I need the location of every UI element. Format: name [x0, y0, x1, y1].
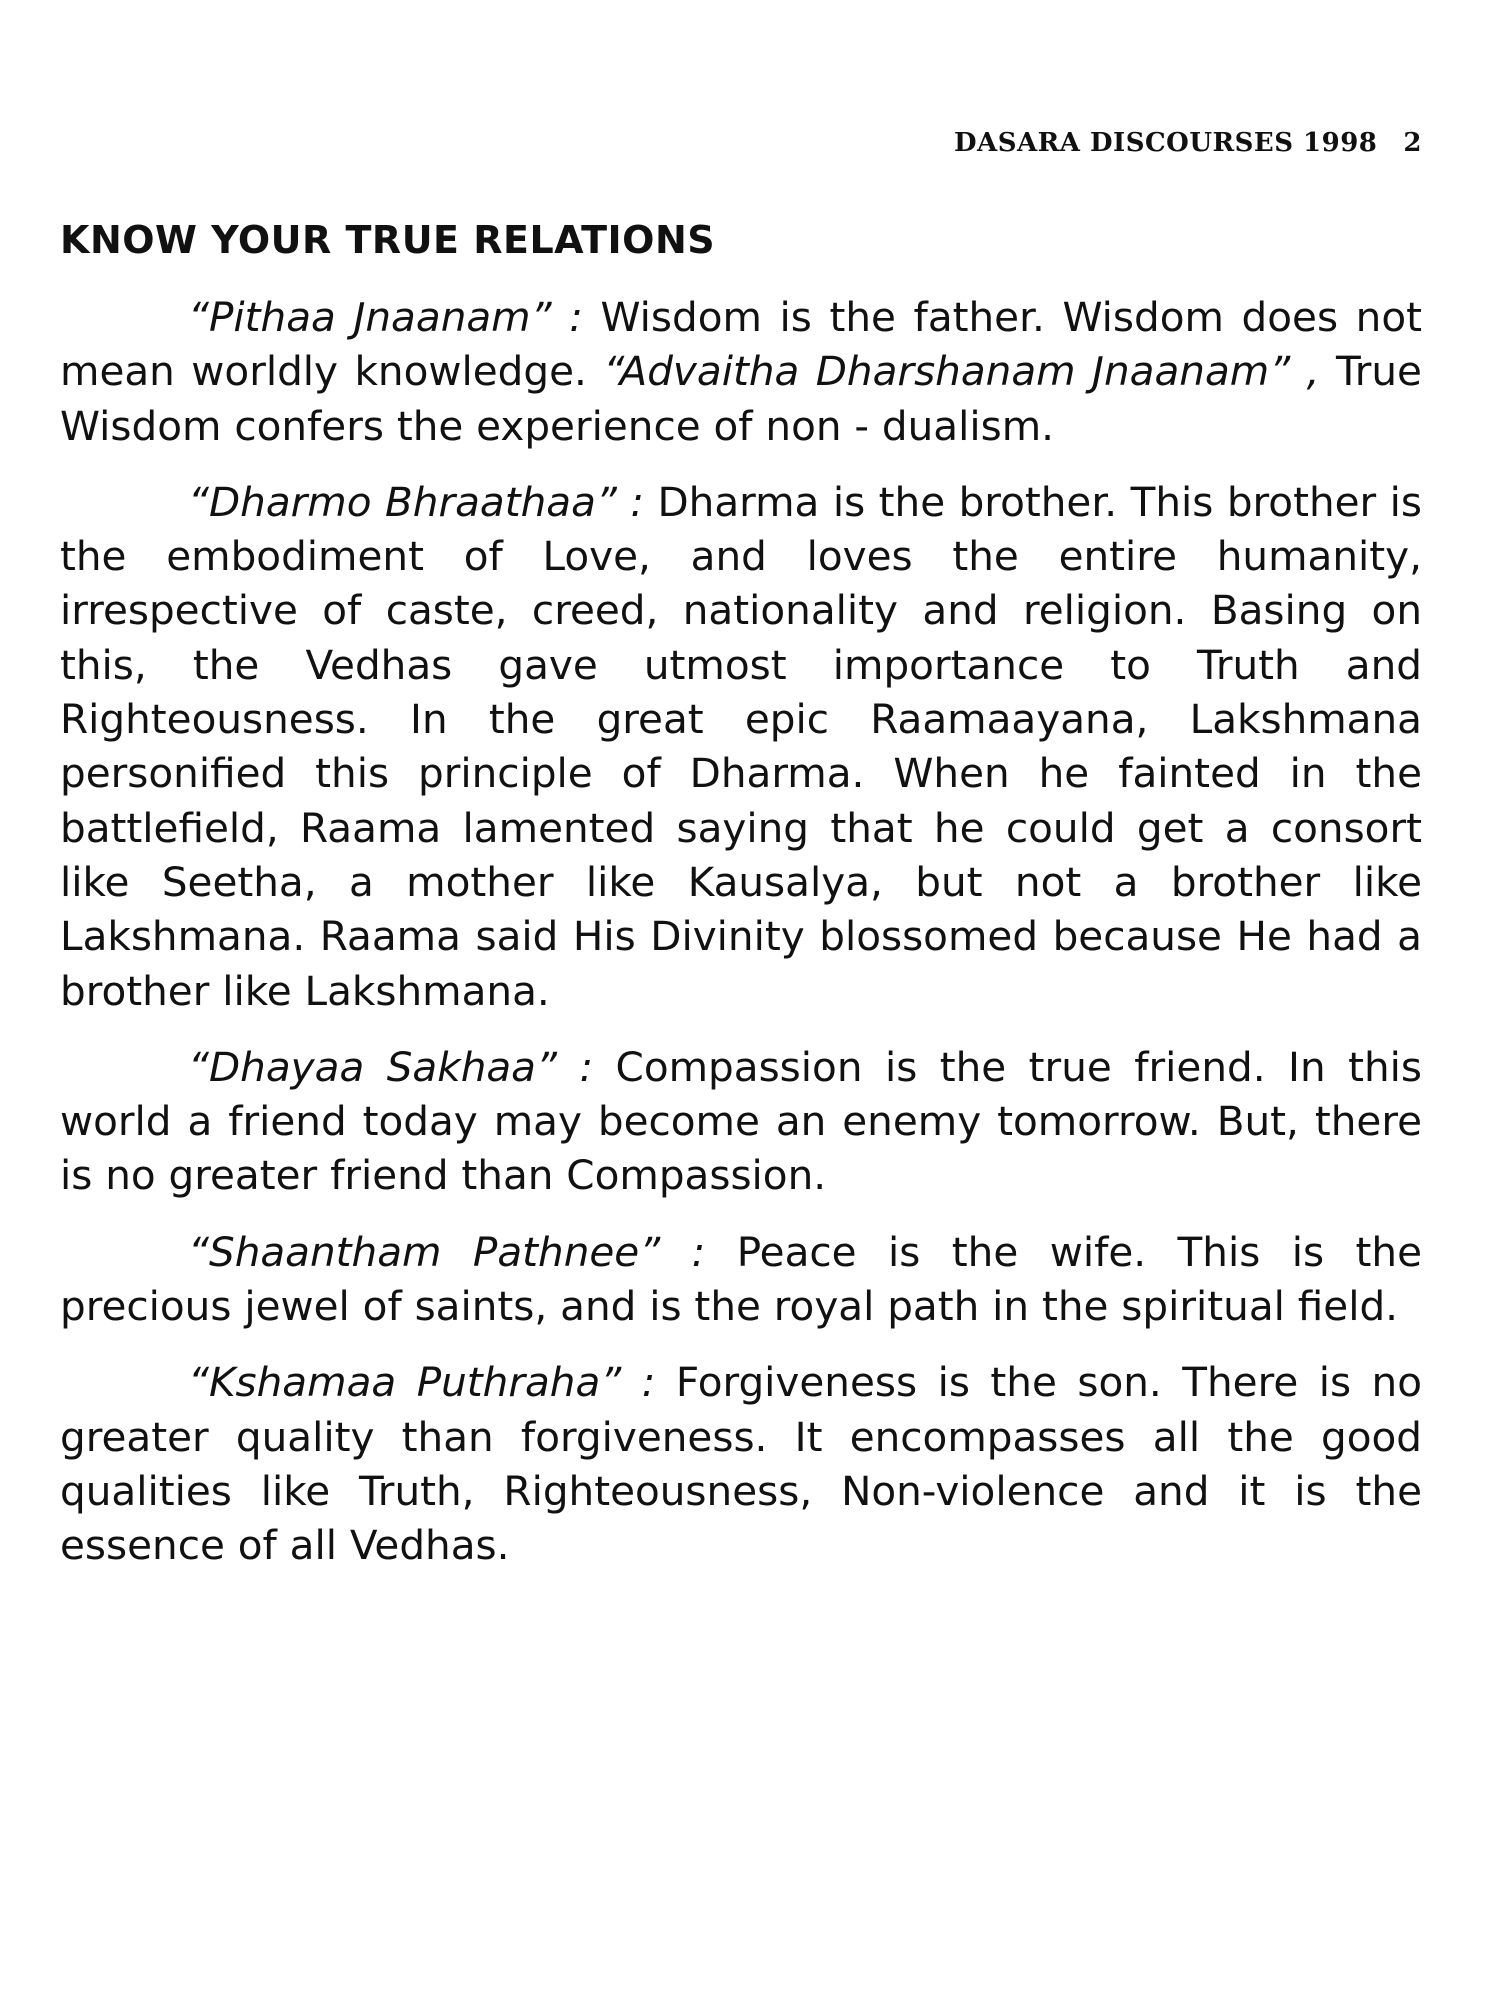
sanskrit-term: “Dhayaa Sakhaa” :: [188, 1042, 594, 1091]
paragraph-friend: [60, 1040, 1422, 1203]
paragraph-father: [60, 290, 1422, 453]
sanskrit-term: “Dharmo Bhraathaa” :: [188, 477, 645, 526]
paragraph-text: True Wisdom confers the experience of non - dualism.: [60, 347, 1422, 450]
sanskrit-term: “Pithaa Jnaanam” :: [188, 293, 583, 341]
sanskrit-term: “Kshamaa Puthraha” :: [188, 1358, 656, 1407]
paragraph-text: Peace is the wife. This is the precious jewel of saints, and is the royal path in the spiritual field.: [60, 1227, 1422, 1331]
paragraph-son: [60, 1355, 1422, 1572]
running-header: [60, 128, 1422, 158]
paragraph-text: Dharma is the brother. This brother is the embodiment of Love, and loves the entire humanity, irrespective of caste, creed, nationality and religion. Basing on this, the Vedhas gave utmost importance to Truth and Righteousness. In the great epic Raamaayana, Lakshmana personified this principle of Dharma. When he fainted in the battlefield, Raama lamented saying that he could get a consort like Seetha, a mother like Kausalya, but not a brother like Lakshmana. Raama said His Divinity blossomed because He had a brother like Lakshmana.: [60, 477, 1422, 1015]
sanskrit-term: “Advaitha Dharshanam Jnaanam” ,: [603, 347, 1320, 396]
chapter-title: KNOW YOUR TRUE RELATIONS: [60, 218, 716, 262]
paragraph-brother: [60, 475, 1422, 1018]
body-text: [60, 290, 1422, 1595]
paragraph-wife: [60, 1225, 1422, 1334]
running-title: DASARA DISCOURSES 1998: [954, 128, 1378, 158]
sanskrit-term: “Shaantham Pathnee” :: [188, 1227, 706, 1276]
paragraph-text: Compassion is the true friend. In this world a friend today may become an enemy tomorrow. But, there is no greater friend than Compassion.: [60, 1042, 1423, 1200]
paragraph-text: Wisdom is the father. Wisdom does not mean worldly knowledge.: [60, 293, 1422, 396]
paragraph-text: Forgiveness is the son. There is no greater quality than forgiveness. It encompasses all the good qualities like Truth, Righteousness, Non-violence and it is the essence of all Vedhas.: [60, 1358, 1423, 1570]
page-number: 2: [1403, 128, 1422, 158]
